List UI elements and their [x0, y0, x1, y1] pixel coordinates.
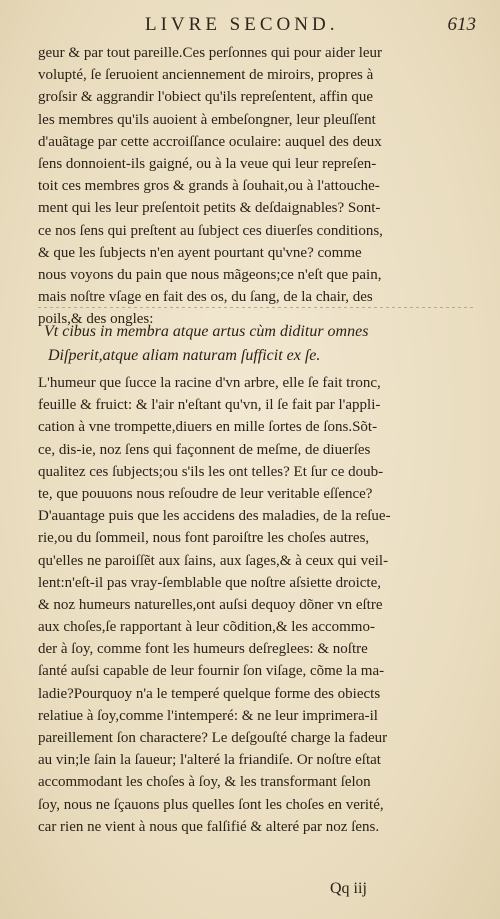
text-line: nous voyons du pain que nous mãgeons;ce n'eſt que pain, [38, 266, 382, 283]
text-line: ment qui les leur preſentoit petits & deſdaignables? Sont- [38, 200, 381, 217]
signature-mark: Qq iij [330, 880, 367, 897]
text-line: te, que pouuons nous reſoudre de leur veritable eſſence? [38, 485, 373, 502]
text-line: qualitez ces ſubjects;ou s'ils les ont telles? Et ſur ce doub- [38, 463, 384, 480]
text-line: der à ſoy, comme font les humeurs deſreglees: & noſtre [38, 641, 368, 658]
text-line: lent:n'eſt-il pas vray-ſemblable que noſtre aſsiette droicte, [38, 574, 381, 591]
text-line: groſsir & aggrandir l'obiect qu'ils repreſentent, affin que [38, 89, 374, 106]
text-line: cation à vne trompette,diuers en mille ſortes de ſons.Sõt- [38, 419, 378, 436]
text-line: d'auãtage par cette accroiſſance oculaire: auquel des deux [38, 133, 382, 150]
page-number: 613 [447, 14, 476, 35]
text-line: accommodant les choſes à ſoy, & les transformant ſelon [38, 774, 371, 791]
latin-quotation [44, 320, 474, 368]
text-line: ce nos ſens qui preſtent au ſubject ces diuerſes conditions, [38, 222, 383, 239]
text-line: volupté, ſe ſeruoient anciennement de miroirs, propres à [38, 67, 374, 84]
text-line: relatiue à ſoy,comme l'intemperé: & ne leur imprimera-il [38, 707, 378, 724]
text-line: les membres qu'ils auoient à embeſongner, leur pleuſſent [38, 111, 376, 128]
text-line: au vin;le ſain la ſaueur; l'alteré la friandiſe. Or noſtre eſtat [38, 752, 381, 769]
text-line: & noz humeurs naturelles,ont auſsi dequoy dõner vn eſtre [38, 596, 383, 613]
text-line: aux choſes,ſe rapportant à leur cõdition,& les accommo- [38, 619, 375, 636]
text-line: mais noſtre vſage en fait des os, du ſang, de la chair, des [38, 289, 373, 306]
text-line: & que les ſubjects n'en ayent pourtant qu'vne? comme [38, 244, 362, 261]
text-line: rie,ou du ſommeil, nous font paroiſtre les choſes autres, [38, 530, 370, 547]
text-line: ladie?Pourquoy n'a le temperé quelque forme des obiects [38, 685, 381, 702]
text-line: ſoy, nous ne ſçauons plus quelles ſont les choſes en verité, [38, 796, 384, 813]
text-line: car rien ne vient à nous que falſifié & alteré par noz ſens. [38, 818, 380, 835]
text-line: ſanté auſsi capable de leur fournir ſon viſage, cõme la ma- [38, 663, 385, 680]
page-header [0, 8, 500, 36]
text-line: poils,& des ongles: [38, 311, 154, 328]
text-line: L'humeur que ſucce la racine d'vn arbre, elle ſe fait tronc, [38, 375, 381, 391]
text-line: feuille & fruict: & l'air n'eſtant qu'vn, il ſe fait par l'appli- [38, 397, 381, 414]
text-line: geur & par tout pareille.Ces perſonnes qui pour aider leur [38, 45, 383, 61]
quote-line: Diſperit,atque aliam naturam ſufficit ex ſe. [48, 347, 321, 364]
quote-line: Vt cibus in membra atque artus cùm diditur omnes [44, 323, 369, 340]
running-head: LIVRE SECOND. [145, 14, 339, 35]
text-line: qu'elles ne paroiſſẽt aux ſains, aux ſages,& à ceux qui veil- [38, 552, 389, 569]
paragraph-2 [38, 372, 474, 838]
text-line: pareillement ſon charactere? Le deſgouſté charge la fadeur [38, 730, 388, 746]
text-line: toit ces membres gros & grands à ſouhait,ou à l'attouche- [38, 178, 380, 195]
section-divider [38, 307, 474, 308]
text-line: ſens donnoient-ils gaigné, ou à la veue qui leur repreſen- [38, 155, 377, 172]
paragraph-1 [38, 42, 474, 330]
text-line: ce, dis-ie, noz ſens qui façonnent de meſme, de diuerſes [38, 441, 371, 458]
text-line: D'auantage puis que les accidens des maladies, de la reſue- [38, 508, 391, 525]
